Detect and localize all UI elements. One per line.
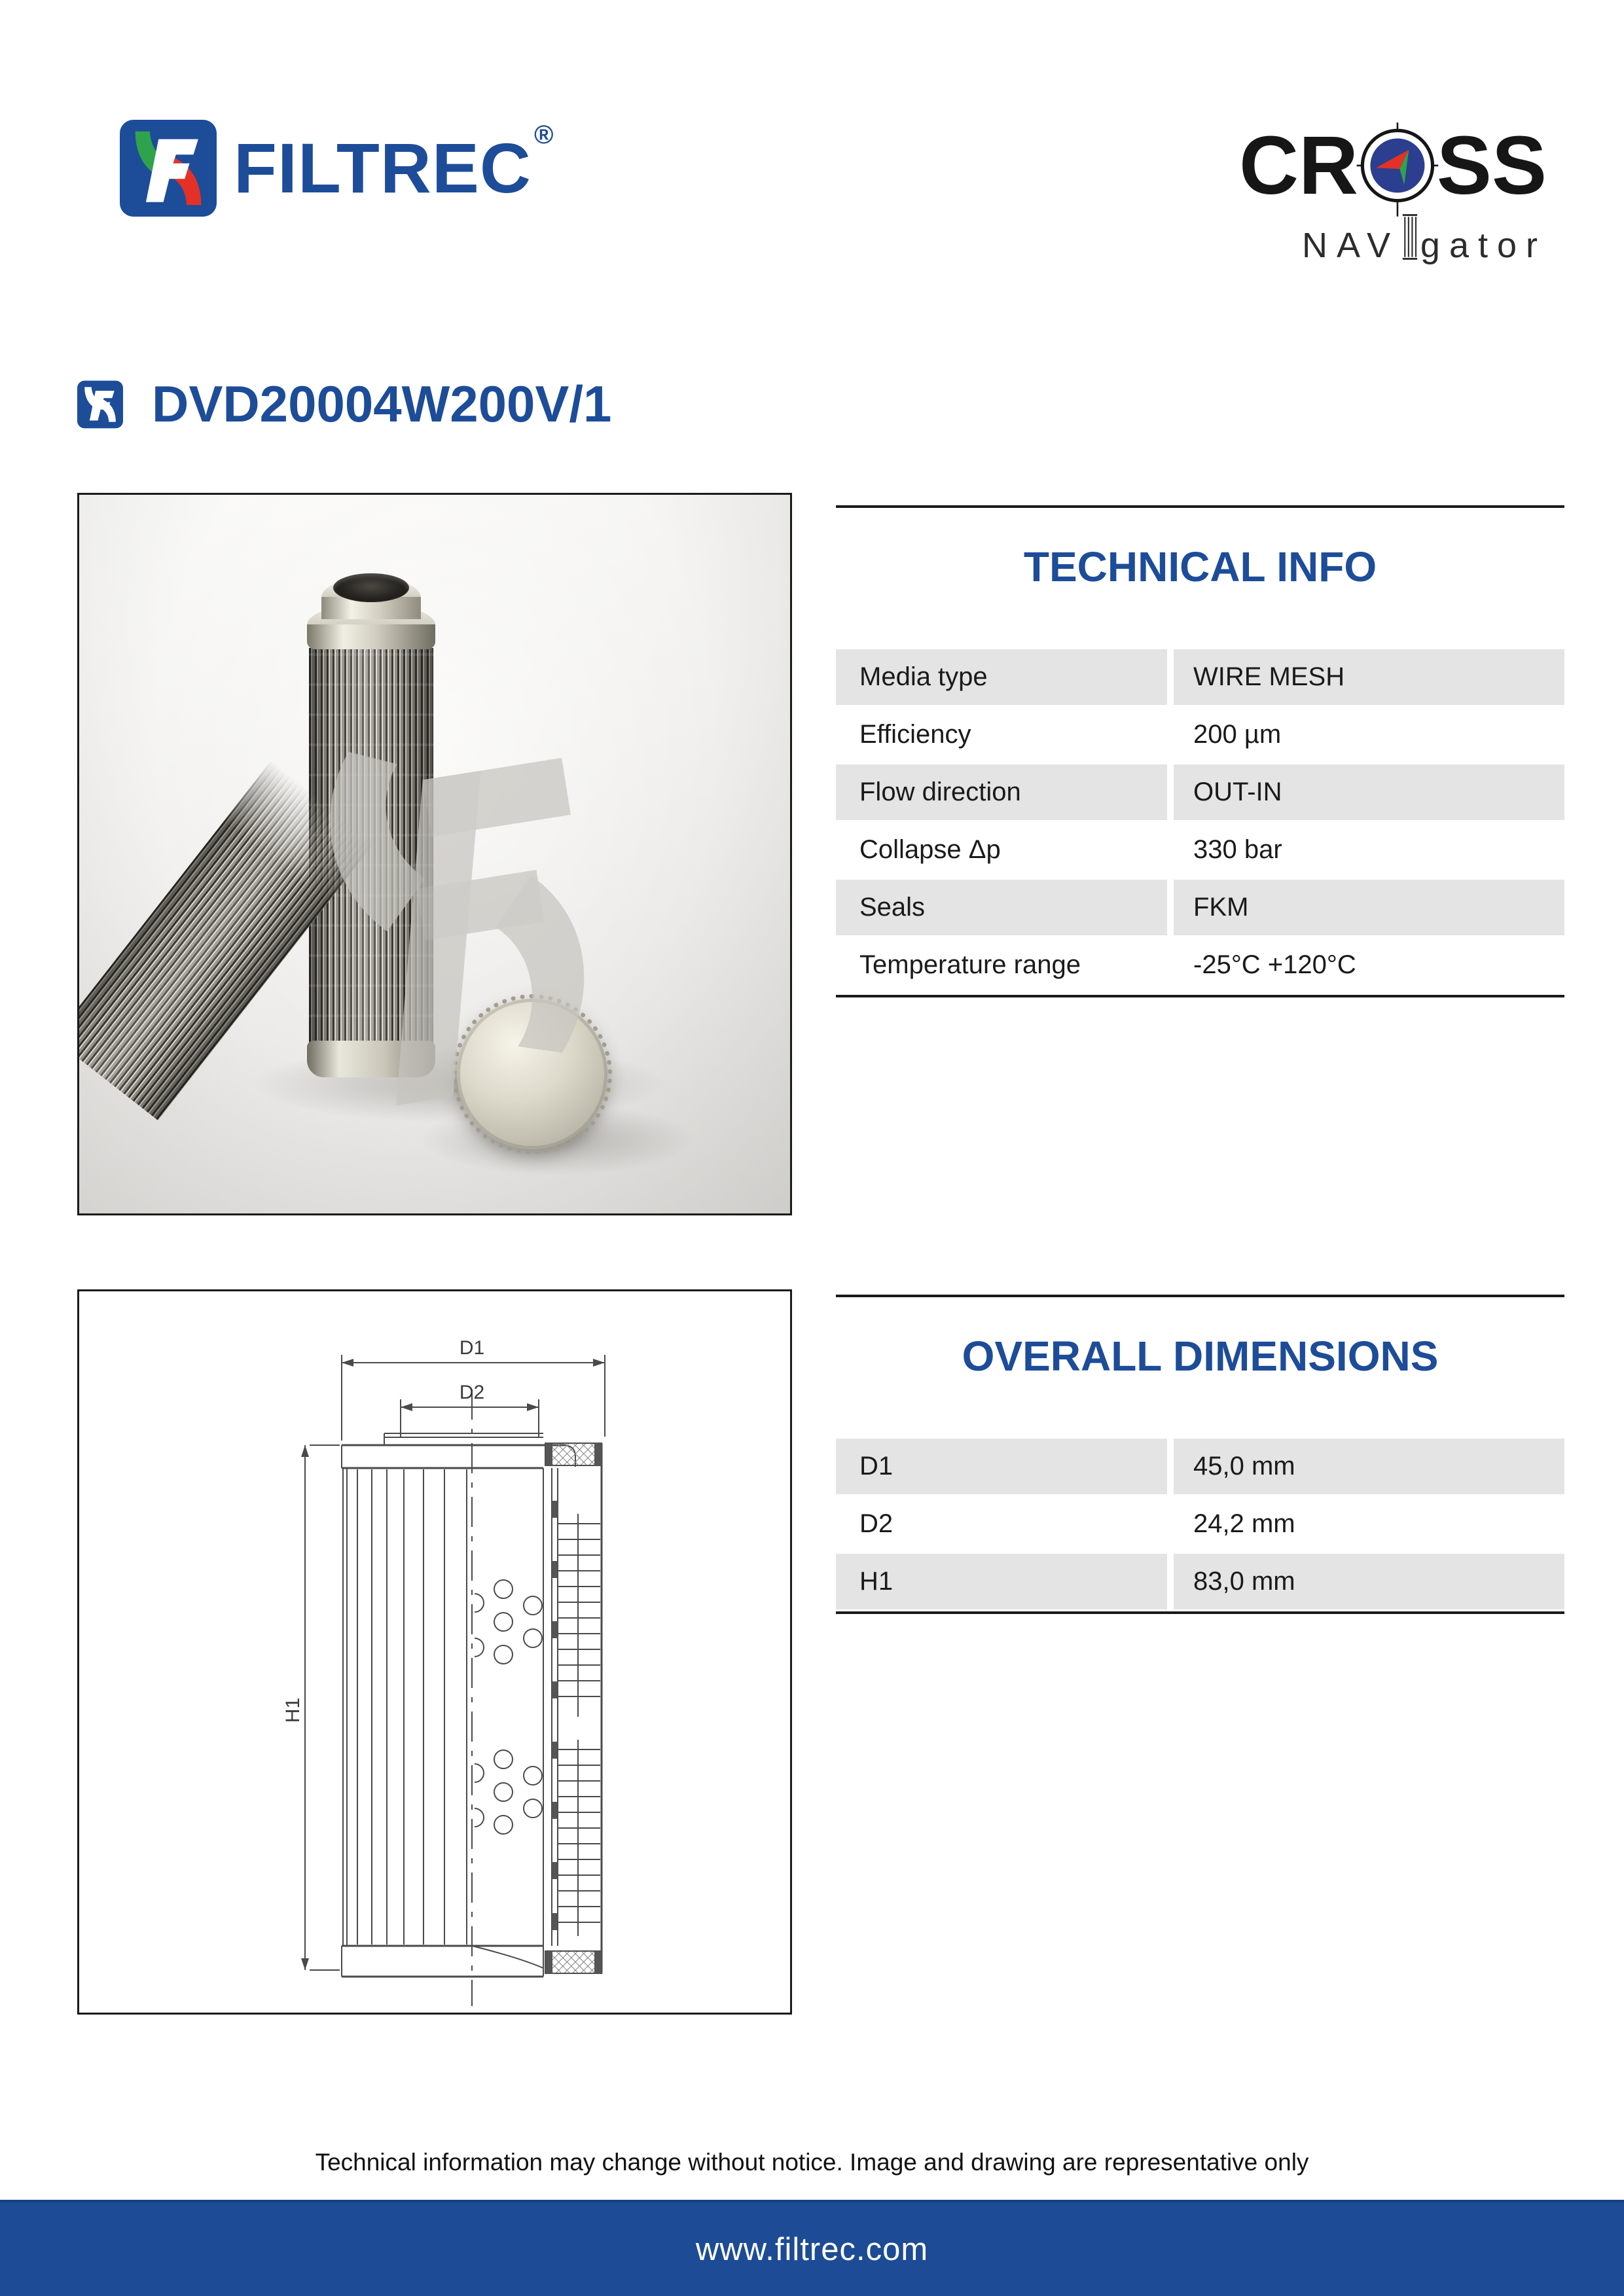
footer-bar	[0, 2200, 1624, 2296]
table-row	[836, 1496, 1564, 1552]
compass-icon	[1356, 114, 1439, 225]
row-value: 200 µm	[1174, 707, 1564, 762]
navigator-nav-text: NAV	[1302, 226, 1400, 265]
row-label: H1	[836, 1554, 1167, 1609]
technical-info-section	[836, 505, 1564, 997]
row-value: 330 bar	[1174, 822, 1564, 878]
row-label: D2	[836, 1496, 1167, 1552]
table-row	[836, 822, 1564, 878]
cross-ss-text: SS	[1436, 119, 1547, 211]
filtrec-watermark	[226, 701, 685, 1110]
section-divider	[836, 995, 1564, 997]
row-value: FKM	[1174, 880, 1564, 935]
row-label: Flow direction	[836, 764, 1167, 820]
technical-info-table	[836, 649, 1564, 997]
registered-trademark: ®	[533, 120, 554, 149]
row-label: Media type	[836, 649, 1167, 705]
technical-drawing-box	[77, 1289, 792, 2015]
footer-disclaimer: Technical information may change without notice. Image and drawing are representative only	[315, 2149, 1309, 2176]
cartridge-top-cap-side	[307, 624, 435, 649]
table-row	[836, 1439, 1564, 1494]
filtrec-wordmark	[234, 120, 554, 217]
overall-dimensions-section	[836, 1295, 1564, 1614]
row-label: Collapse Δp	[836, 822, 1167, 878]
section-divider	[836, 1295, 1564, 1297]
table-row	[836, 649, 1564, 705]
part-title-icon	[77, 380, 123, 429]
row-value: 24,2 mm	[1174, 1496, 1564, 1552]
table-row	[836, 764, 1564, 820]
cartridge-open-end	[333, 573, 409, 602]
cross-wordmark	[1239, 110, 1547, 221]
part-title-row	[77, 374, 611, 434]
row-label: Temperature range	[836, 937, 1167, 993]
technical-info-title: TECHNICAL INFO	[1023, 543, 1377, 590]
row-value: 45,0 mm	[1174, 1439, 1564, 1494]
filtrec-logo-icon	[120, 120, 217, 217]
product-photo	[79, 495, 790, 1213]
table-row	[836, 1554, 1564, 1609]
technical-drawing	[79, 1291, 790, 2013]
column-icon	[1401, 203, 1419, 271]
cross-cr-text: CR	[1239, 119, 1358, 211]
section-divider	[836, 1611, 1564, 1614]
cross-navigator-logo	[1239, 110, 1547, 266]
row-value: 83,0 mm	[1174, 1554, 1564, 1609]
drawing-label-d1: D1	[459, 1337, 485, 1359]
table-row	[836, 880, 1564, 935]
row-value: -25°C +120°C	[1174, 937, 1564, 993]
row-label: Seals	[836, 880, 1167, 935]
drawing-label-h1: H1	[282, 1697, 304, 1723]
row-label: Efficiency	[836, 707, 1167, 762]
website-link[interactable]: www.filtrec.com	[695, 2231, 929, 2267]
drawing-label-d2: D2	[459, 1382, 485, 1403]
page-title: DVD20004W200V/1	[152, 375, 612, 433]
product-photo-box	[77, 493, 792, 1215]
navigator-gator-text: gator	[1420, 226, 1547, 265]
table-row	[836, 707, 1564, 762]
overall-dimensions-title: OVERALL DIMENSIONS	[962, 1333, 1439, 1380]
filtrec-logo	[120, 120, 554, 217]
row-value: WIRE MESH	[1174, 649, 1564, 705]
overall-dimensions-table	[836, 1439, 1564, 1614]
row-label: D1	[836, 1439, 1167, 1494]
section-divider	[836, 505, 1564, 508]
table-row	[836, 937, 1564, 993]
filtrec-wordmark-text: FILTREC	[234, 128, 532, 207]
row-value: OUT-IN	[1174, 764, 1564, 820]
